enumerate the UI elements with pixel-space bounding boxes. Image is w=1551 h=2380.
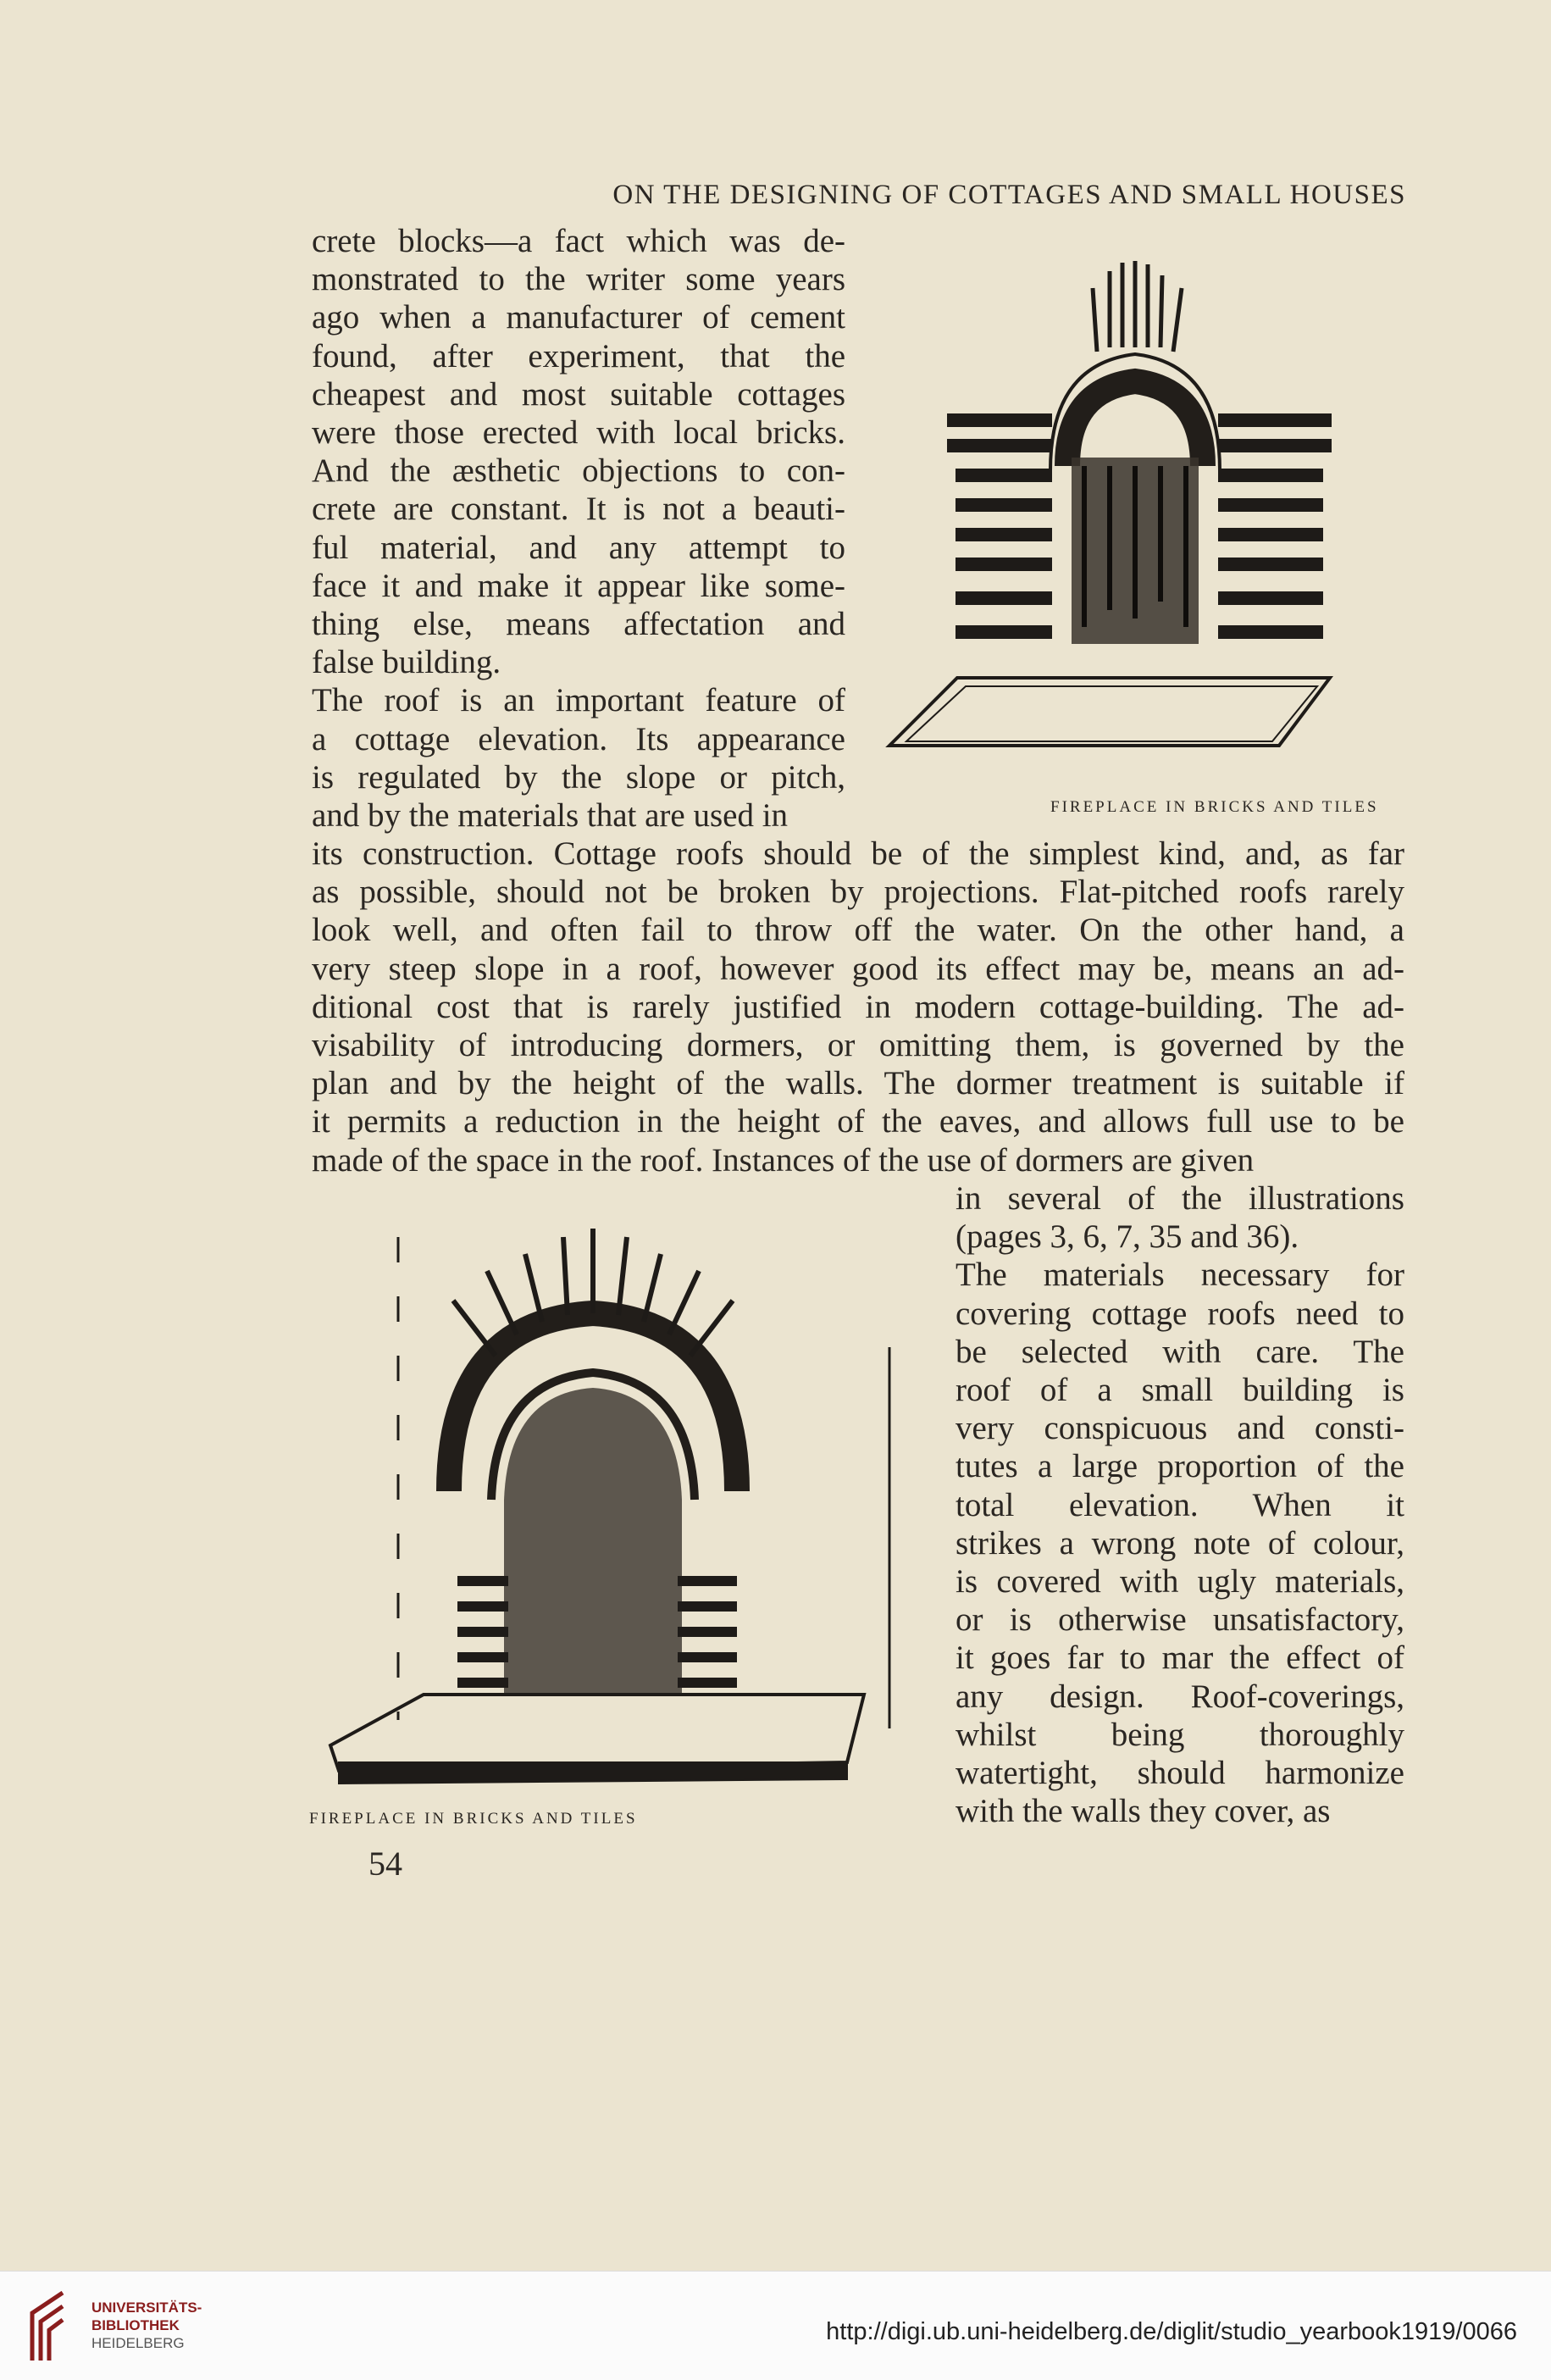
- text-line: were those erected with local bricks.: [312, 414, 845, 452]
- text-line: any design. Roof-coverings,: [956, 1678, 1404, 1715]
- fireplace-illustration-bottom: [313, 1220, 923, 1796]
- text-line: roof of a small building is: [956, 1372, 1404, 1409]
- text-line: whilst being thoroughly: [956, 1716, 1404, 1753]
- text-line: false building.: [312, 644, 501, 681]
- text-line: is covered with ugly materials,: [956, 1563, 1404, 1601]
- text-line: ago when a manufacturer of cement: [312, 299, 845, 336]
- text-line: is regulated by the slope or pitch,: [312, 758, 845, 796]
- text-line: very conspicuous and consti-: [956, 1410, 1404, 1447]
- text-line: watertight, should harmonize: [956, 1755, 1404, 1792]
- library-name: [91, 2299, 202, 2352]
- text-column-full: [312, 835, 1404, 1179]
- text-line: cheapest and most suitable cottages: [312, 375, 845, 413]
- running-title: ON THE DESIGNING OF COTTAGES AND SMALL HOUSES: [612, 180, 1406, 210]
- text-line: strikes a wrong note of colour,: [956, 1524, 1404, 1562]
- text-line: in several of the illustrations: [956, 1180, 1404, 1217]
- library-line-2: BIBLIOTHEK: [91, 2317, 180, 2333]
- fireplace-illustration-top: [856, 254, 1415, 779]
- text-line: plan and by the height of the walls. The dormer treatment is suitable if: [312, 1065, 1404, 1102]
- text-line: crete are constant. It is not a beauti-: [312, 491, 845, 528]
- caption-top: FIREPLACE IN BRICKS AND TILES: [1050, 798, 1379, 816]
- text-line: ditional cost that is rarely justified in modern cottage-building. The ad-: [312, 988, 1404, 1025]
- text-line: very steep slope in a roof, however good its effect may be, means an ad-: [312, 950, 1404, 987]
- text-line: as possible, should not be broken by projections. Flat-pitched roofs rarely: [312, 874, 1404, 911]
- text-line: covering cottage roofs need to: [956, 1295, 1404, 1332]
- text-line: or is otherwise unsatisfactory,: [956, 1601, 1404, 1639]
- text-line: a cottage elevation. Its appearance: [312, 720, 845, 757]
- text-line: The materials necessary for: [956, 1257, 1404, 1294]
- text-line: thing else, means affectation and: [312, 606, 845, 643]
- source-url-link[interactable]: http://digi.ub.uni-heidelberg.de/diglit/studio_yearbook1919/0066: [826, 2318, 1517, 2345]
- text-line: it permits a reduction in the height of the eaves, and allows full use to be: [312, 1103, 1404, 1140]
- library-line-1: UNIVERSITÄTS-: [91, 2300, 202, 2316]
- library-logo-icon: [20, 2288, 71, 2366]
- text-line: tutes a large proportion of the: [956, 1448, 1404, 1485]
- text-column-top: [312, 222, 845, 835]
- text-line: its construction. Cottage roofs should be of the simplest kind, and, as far: [312, 835, 1404, 872]
- library-line-3: HEIDELBERG: [91, 2335, 185, 2351]
- text-column-right: [956, 1179, 1404, 1830]
- text-line: total elevation. When it: [956, 1486, 1404, 1523]
- text-line: with the walls they cover, as: [956, 1793, 1331, 1830]
- text-line: (pages 3, 6, 7, 35 and 36).: [956, 1218, 1299, 1256]
- text-line: found, after experiment, that the: [312, 337, 845, 374]
- page-number: 54: [368, 1845, 402, 1883]
- text-line: and by the materials that are used in: [312, 797, 789, 835]
- text-line: monstrated to the writer some years: [312, 261, 845, 298]
- text-line: visability of introducing dormers, or omitting them, is governed by the: [312, 1027, 1404, 1064]
- text-line: look well, and often fail to throw off the water. On the other hand, a: [312, 912, 1404, 949]
- text-line: face it and make it appear like some-: [312, 567, 845, 604]
- text-line: crete blocks—a fact which was de-: [312, 223, 845, 259]
- text-line: be selected with care. The: [956, 1333, 1404, 1370]
- text-line: ful material, and any attempt to: [312, 529, 845, 566]
- text-line: made of the space in the roof. Instances of the use of dormers are given: [312, 1141, 1255, 1179]
- text-line: The roof is an important feature of: [312, 682, 845, 719]
- text-line: And the æsthetic objections to con-: [312, 452, 845, 490]
- caption-bottom: FIREPLACE IN BRICKS AND TILES: [309, 1810, 638, 1828]
- text-line: it goes far to mar the effect of: [956, 1639, 1404, 1677]
